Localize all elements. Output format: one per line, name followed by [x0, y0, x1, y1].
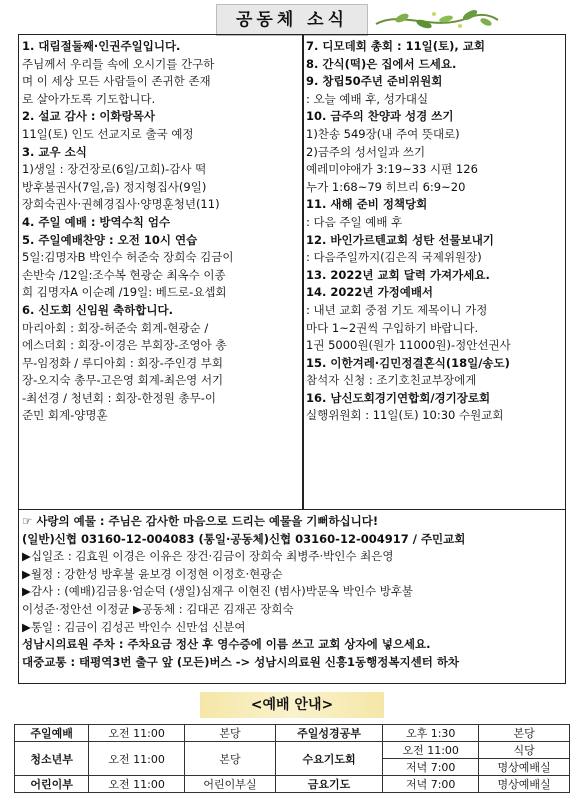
text-line: 6. 신도회 신임원 축하합니다.: [22, 302, 173, 317]
text-line: 13. 2022년 교회 달력 가져가세요.: [306, 267, 490, 282]
worship-guide-title: <예배 안내>: [200, 692, 384, 718]
text-line: 희 김명자A 이순례 /19일: 베드로-요셉회: [22, 285, 227, 300]
text-line: 마다 1~2권씩 구입하기 바랍니다.: [306, 320, 479, 335]
text-line: 15. 이한겨레·김민정결혼식(18일/송도): [306, 355, 510, 370]
text-line: : 내년 교회 중점 기도 제목이니 가정: [306, 302, 488, 317]
table-cell: 주일예배: [15, 725, 89, 742]
table-cell: 오후 1:30: [383, 725, 479, 742]
page-title: 공동체 소식: [216, 4, 368, 36]
table-cell: 본당: [185, 742, 276, 776]
table-cell: 어린이부: [15, 776, 89, 793]
text-line: 주님께서 우리들 속에 오시기를 간구하: [22, 56, 215, 71]
text-line: (일반)신협 03160-12-004083 (통일·공동체)신협 03160-12-004917 / 주민교회: [22, 531, 466, 546]
text-line: 며 이 세상 모든 사람들이 존귀한 존재: [22, 74, 211, 89]
table-row: [15, 742, 570, 759]
table-cell: 오전 11:00: [89, 725, 185, 742]
text-line: 8. 간식(떡)은 집에서 드세요.: [306, 56, 457, 71]
text-line: 7. 디모데회 총회 : 11일(토), 교회: [306, 39, 485, 53]
text-line: 9. 창립50주년 준비위원회: [306, 74, 443, 89]
table-cell: 식당: [479, 742, 570, 759]
text-line: 5일:김명자B 박인수 허준숙 장희숙 김금이: [22, 250, 234, 265]
table-row: [15, 776, 570, 793]
text-line: 11. 새해 준비 정책당회: [306, 197, 428, 212]
text-line: 5. 주일예배찬양 : 오전 10시 연습: [22, 232, 198, 247]
text-line: ▶월정 : 강한성 방후불 윤보경 이정현 이정호·현광순: [22, 566, 283, 581]
table-cell: 본당: [185, 725, 276, 742]
text-line: 16. 남신도회경기연합회/경기장로회: [306, 390, 491, 405]
table-cell: 명상예배실: [479, 776, 570, 793]
text-line: 이성준·정안선 이정균 ▶공동체 : 김대곤 김재곤 장희숙: [22, 601, 294, 616]
text-line: : 다음 주일 예배 후: [306, 214, 403, 229]
text-line: : 오늘 예배 후, 성가대실: [306, 91, 429, 106]
text-line: 1)찬송 549장(내 주여 뜻대로): [306, 126, 460, 141]
text-line: 2. 설교 감사 : 이화랑목사: [22, 109, 155, 124]
table-cell: 주일성경공부: [275, 725, 382, 742]
table-row: [15, 725, 570, 742]
table-cell: 저녁 7:00: [383, 759, 479, 776]
left-column: [22, 38, 298, 425]
text-line: 참석자 신청 : 조기호친교부장에게: [306, 373, 477, 388]
table-cell: 명상예배실: [479, 759, 570, 776]
text-line: 1권 5000원(원가 11000원)-정안선권사: [306, 338, 511, 353]
text-line: ▶감사 : (예배)김금용·엄순덕 (생일)심재구 이현진 (범사)박문옥 박인수 방후불: [22, 584, 414, 599]
text-line: 장-오지숙 총무-고은영 회계-최은영 서기: [22, 373, 224, 388]
text-line: 12. 바인가르텐교회 성탄 선물보내기: [306, 232, 494, 247]
text-line: 1)생일 : 장건장로(6일/고희)-감사 떡: [22, 162, 207, 177]
text-line: 방후불권사(7일,음) 정지형집사(9일): [22, 179, 207, 194]
worship-schedule-table: [14, 724, 570, 793]
text-line: 무-임정화 / 루디아회 : 회장-주인경 부회: [22, 355, 223, 370]
table-cell: 청소년부: [15, 742, 89, 776]
text-line: ☞ 사랑의 예물 : 주님은 감사한 마음으로 드리는 예물을 기뻐하십니다!: [22, 514, 379, 528]
table-cell: 본당: [479, 725, 570, 742]
text-line: 장희숙권사·권혜경집사·양명훈청년(11): [22, 197, 220, 212]
text-line: 준민 회계-양명훈: [22, 408, 108, 423]
text-line: 14. 2022년 가정예배서: [306, 285, 434, 300]
text-line: 로 살아가도록 기도합니다.: [22, 91, 156, 106]
table-cell: 오전 11:00: [89, 776, 185, 793]
text-line: 에스더회 : 회장-이경은 부회장-조영아 총: [22, 338, 227, 353]
text-line: 성남시의료원 주차 : 주차요금 정산 후 영수증에 이름 쓰고 교회 상자에 넣으세요.: [22, 637, 431, 652]
right-column: [306, 38, 564, 425]
text-line: 손반숙 /12일:조수복 현광순 최옥수 이종: [22, 267, 226, 282]
text-line: ▶십일조 : 김효원 이경은 이유은 장건·김금이 장희숙 최병주·박인수 최은영: [22, 549, 394, 564]
table-cell: 어린이부실: [185, 776, 276, 793]
text-line: 실행위원회 : 11일(토) 10:30 수원교회: [306, 408, 504, 423]
table-cell: 수요기도회: [275, 742, 382, 776]
text-line: 마리아회 : 회장-허준숙 회계-현광순 /: [22, 320, 209, 335]
text-line: 11일(토) 인도 선교지로 출국 예정: [22, 126, 194, 141]
text-line: 3. 교우 소식: [22, 144, 87, 159]
offering-section: [22, 513, 562, 671]
text-line: 2)금주의 성서일과 쓰기: [306, 144, 426, 159]
table-cell: 오전 11:00: [89, 742, 185, 776]
table-cell: 저녁 7:00: [383, 776, 479, 793]
table-cell: 금요기도: [275, 776, 382, 793]
text-line: 1. 대림절둘째·인권주일입니다.: [22, 39, 181, 53]
table-cell: 오전 11:00: [383, 742, 479, 759]
text-line: ▶통일 : 김금이 김성곤 박인수 신만섭 신분여: [22, 619, 246, 634]
text-line: 대중교통 : 태평역3번 출구 앞 (모든)버스 -> 성남시의료원 신흥1동행정복지센터 하차: [22, 654, 460, 669]
text-line: : 다음주일까지(김은직 국제위원장): [306, 250, 482, 265]
text-line: 10. 금주의 찬양과 성경 쓰기: [306, 109, 454, 124]
text-line: 예레미야애가 3:19~33 시편 126: [306, 162, 478, 177]
text-line: 4. 주일 예배 : 방역수칙 엄수: [22, 214, 171, 229]
leaf-decoration-icon: [372, 6, 502, 34]
text-line: 누가 1:68~79 히브리 6:9~20: [306, 179, 466, 194]
text-line: -최선경 / 청년회 : 회장-한정원 총무-이: [22, 390, 216, 405]
column-divider: [302, 34, 304, 510]
